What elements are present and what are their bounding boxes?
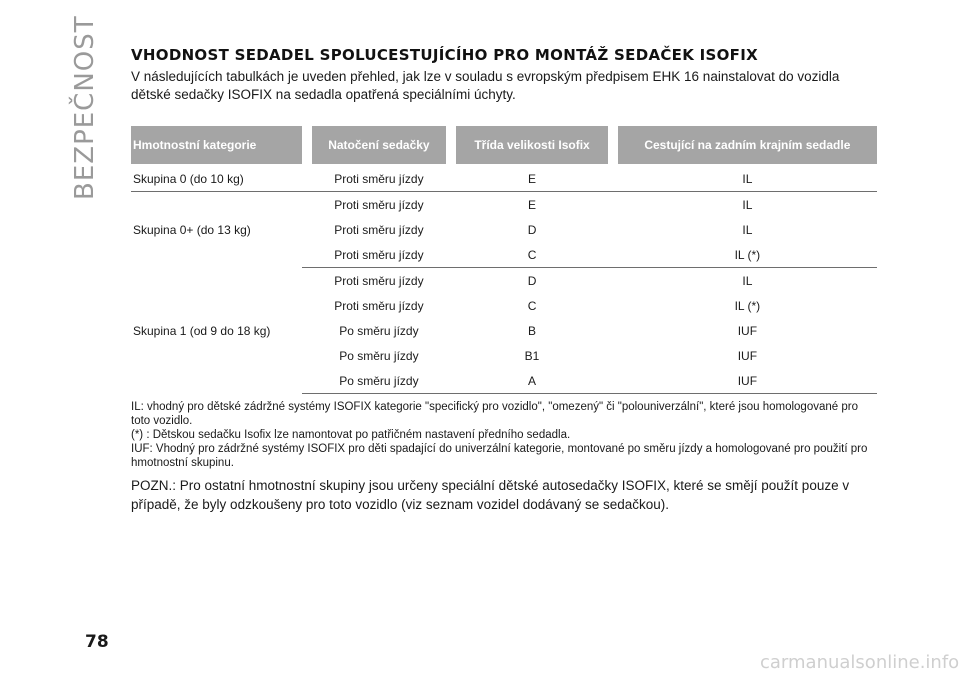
page-title: VHODNOST SEDADEL SPOLUCESTUJÍCÍHO PRO MONTÁŽ SEDAČEK ISOFIX [131, 46, 758, 64]
column-gap [302, 368, 312, 394]
rear-seat-cell: IUF [618, 368, 877, 394]
footnote-asterisk: (*) : Dětskou sedačku Isofix lze namontovat po patřičném nastavení předního sedadla. [131, 429, 571, 441]
column-gap [608, 242, 618, 268]
column-gap [302, 268, 312, 294]
column-gap [302, 217, 312, 242]
column-gap [302, 192, 312, 218]
column-gap [446, 242, 456, 268]
column-gap [608, 318, 618, 343]
weight-group-cell: Skupina 0 (do 10 kg) [131, 165, 302, 192]
column-header-weight: Hmotnostní kategorie [131, 126, 302, 165]
column-gap [446, 368, 456, 394]
rear-seat-cell: IL [742, 197, 753, 212]
column-gap [302, 165, 312, 192]
rear-seat-cell: IL (*) [618, 242, 877, 268]
weight-group-cell: Skupina 1 (od 9 do 18 kg) [133, 323, 271, 338]
column-gap [302, 126, 312, 165]
column-gap [302, 318, 312, 343]
section-side-label: BEZPEČNOST [70, 15, 100, 200]
size-class-cell: E [456, 165, 607, 192]
column-gap [446, 217, 456, 242]
table-body [131, 165, 877, 394]
orientation-cell: Proti směru jízdy [334, 298, 424, 313]
orientation-cell: Po směru jízdy [339, 348, 419, 363]
footnotes [131, 400, 877, 470]
column-gap [302, 343, 312, 368]
rear-seat-cell: IL [742, 222, 753, 237]
footnote-il: IL: vhodný pro dětské zádržné systémy ISOFIX kategorie "specifický pro vozidlo", "omezený" či "polouniverzální", které jsou homologované pro toto vozidlo. [131, 401, 858, 427]
column-gap [608, 165, 618, 192]
column-gap [608, 293, 618, 318]
column-gap [446, 318, 456, 343]
column-header-orientation: Natočení sedačky [312, 126, 447, 165]
intro-paragraph: V následujících tabulkách je uveden přehled, jak lze v souladu s evropským předpisem EHK 16 nainstalovat do vozidla dětské sedačky ISOFIX na sedadla opatřená speciálními úchyty. [131, 69, 840, 102]
column-gap [608, 192, 618, 218]
column-gap [446, 268, 456, 294]
column-gap [608, 343, 618, 368]
column-gap [608, 126, 618, 165]
size-class-cell: B [528, 323, 537, 338]
size-class-cell: E [528, 197, 537, 212]
column-gap [446, 165, 456, 192]
table-row [131, 268, 877, 294]
rear-seat-cell: IUF [737, 323, 758, 338]
column-gap [446, 343, 456, 368]
page-number: 78 [85, 632, 109, 652]
page-content [131, 46, 876, 528]
rear-seat-cell: IUF [737, 348, 758, 363]
orientation-cell: Proti směru jízdy [334, 197, 424, 212]
column-gap [446, 192, 456, 218]
footnote-iuf: IUF: Vhodný pro zádržné systémy ISOFIX pro děti spadající do univerzální kategorie, montované po směru jízdy a homologované pro použití pro hmotnostní skupinu. [131, 443, 868, 469]
column-gap [608, 368, 618, 394]
column-gap [608, 217, 618, 242]
watermark-text: carmanualsonline.info [760, 652, 960, 673]
table-row [131, 165, 877, 192]
orientation-cell: Proti směru jízdy [334, 222, 424, 237]
size-class-cell: B1 [524, 348, 540, 363]
size-class-cell: D [527, 222, 537, 237]
note-paragraph: POZN.: Pro ostatní hmotnostní skupiny jsou určeny speciální dětské autosedačky ISOFIX, které se smějí použít pouze v případě, že byly odzkoušeny pro toto vozidlo (viz seznam vozidel dodávaný se sedačkou). [131, 478, 850, 512]
orientation-cell: Proti směru jízdy [312, 242, 447, 268]
column-gap [446, 293, 456, 318]
size-class-cell: C [456, 242, 607, 268]
column-header-rear-seat: Cestující na zadním krajním sedadle [618, 126, 877, 165]
column-gap [608, 268, 618, 294]
orientation-cell: Po směru jízdy [339, 323, 419, 338]
column-header-size-class: Třída velikosti Isofix [456, 126, 607, 165]
orientation-cell: Proti směru jízdy [312, 165, 447, 192]
column-gap [446, 126, 456, 165]
rear-seat-cell: IL [618, 165, 877, 192]
orientation-cell: Proti směru jízdy [334, 273, 424, 288]
weight-group-cell: Skupina 0+ (do 13 kg) [133, 222, 251, 237]
isofix-table [131, 126, 877, 394]
size-class-cell: C [527, 298, 537, 313]
rear-seat-cell: IL (*) [734, 298, 761, 313]
table-row [131, 192, 877, 218]
size-class-cell: A [456, 368, 607, 394]
size-class-cell: D [527, 273, 537, 288]
rear-seat-cell: IL [742, 273, 753, 288]
orientation-cell: Po směru jízdy [312, 368, 447, 394]
column-gap [302, 242, 312, 268]
table-header-row [131, 126, 877, 165]
column-gap [302, 293, 312, 318]
